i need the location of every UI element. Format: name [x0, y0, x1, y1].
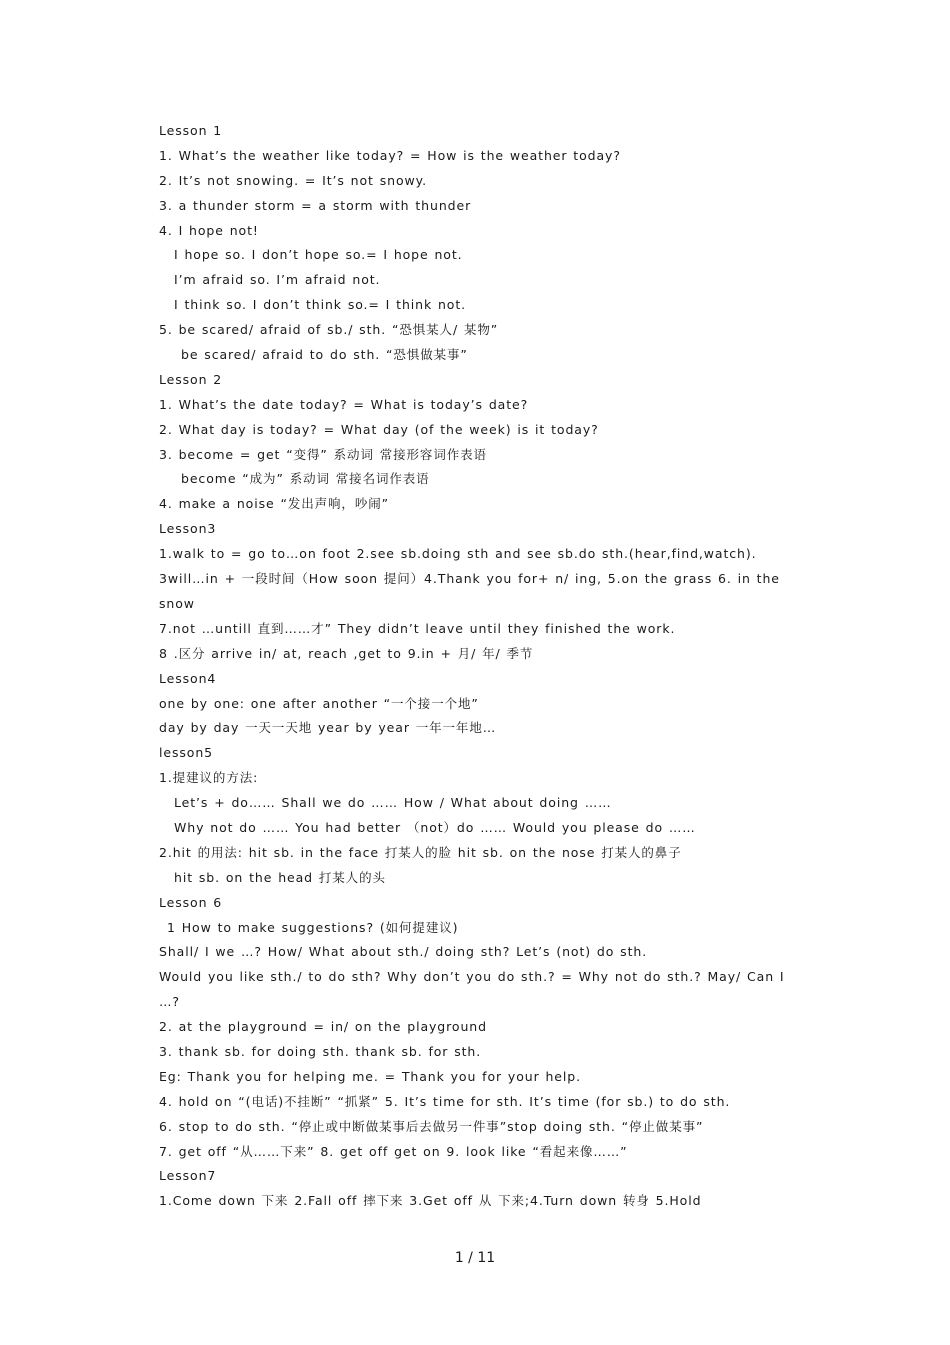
text-line: 2. at the playground = in/ on the playground [159, 1019, 487, 1035]
page-number: 1 / 11 [454, 1250, 496, 1266]
document-body [159, 119, 809, 1214]
text-line: 1.Come down 下来 2.Fall off 摔下来 3.Get off 从 下来;4.Turn down 转身 5.Hold [159, 1193, 702, 1209]
text-line: 3. thank sb. for doing sth. thank sb. for sth. [159, 1044, 482, 1060]
text-line: one by one: one after another “一个接一个地” [159, 695, 479, 711]
text-line: 1. What’s the date today? = What is today’s date? [159, 396, 529, 412]
text-line: 8 .区分 arrive in/ at, reach ,get to 9.in + 月/ 年/ 季节 [159, 645, 534, 661]
text-line: 1. What’s the weather like today? = How is the weather today? [159, 147, 621, 163]
text-line: 4. I hope not! [159, 222, 259, 238]
text-line: 2.hit 的用法: hit sb. in the face 打某人的脸 hit sb. on the nose 打某人的鼻子 [159, 844, 682, 860]
text-line: become “成为” 系动词 常接名词作表语 [181, 471, 430, 487]
text-line: 6. stop to do sth. “停止或中断做某事后去做另一件事”stop doing sth. “停止做某事” [159, 1118, 704, 1134]
text-line: 3. a thunder storm = a storm with thunder [159, 197, 472, 213]
text-line: I think so. I don’t think so.= I think not. [174, 297, 467, 313]
text-line: 1.walk to = go to…on foot 2.see sb.doing sth and see sb.do sth.(hear,find,watch). [159, 546, 757, 562]
lesson-6-heading: Lesson 6 [159, 894, 223, 910]
text-line: 3. become = get “变得” 系动词 常接形容词作表语 [159, 446, 487, 462]
text-line: Eg: Thank you for helping me. = Thank you for your help. [159, 1068, 581, 1084]
text-line: be scared/ afraid to do sth. “恐惧做某事” [181, 347, 468, 363]
text-line: I hope so. I don’t hope so.= I hope not. [174, 247, 463, 263]
text-line-wrapped: Would you like sth./ to do sth? Why don’t you do sth.? = Why not do sth.? May/ Can I …? [159, 969, 785, 1010]
text-line: Shall/ I we …? How/ What about sth./ doing sth? Let’s (not) do sth. [159, 944, 648, 960]
text-line: Why not do …… You had better （not）do …… Would you please do …… [174, 819, 696, 835]
lesson-1-heading: Lesson 1 [159, 123, 223, 138]
text-line: day by day 一天一天地 year by year 一年一年地… [159, 720, 497, 736]
text-line: 5. be scared/ afraid of sb./ sth. “恐惧某人/ 某物” [159, 322, 499, 338]
text-line: 7. get off “从……下来” 8. get off get on 9. look like “看起来像……” [159, 1143, 628, 1159]
lesson-7-heading: Lesson7 [159, 1168, 217, 1184]
text-line-wrapped: 3will…in + 一段时间（How soon 提问）4.Thank you for+ n/ ing, 5.on the grass 6. in the snow [159, 571, 780, 611]
text-line: 4. hold on “(电话)不挂断” “抓紧” 5. It’s time for sth. It’s time (for sb.) to do sth. [159, 1093, 731, 1109]
text-line: 7.not …untill 直到……才” They didn’t leave until they finished the work. [159, 620, 676, 636]
lesson-4-heading: Lesson4 [159, 670, 217, 686]
text-line: Let’s + do…… Shall we do …… How / What about doing …… [174, 795, 612, 811]
lesson-2-heading: Lesson 2 [159, 371, 223, 387]
text-line: hit sb. on the head 打某人的头 [174, 869, 386, 885]
text-line: I’m afraid so. I’m afraid not. [174, 272, 381, 288]
text-line: 1.提建议的方法: [159, 770, 259, 786]
text-line: 2. What day is today? = What day (of the week) is it today? [159, 421, 599, 437]
text-line: 1 How to make suggestions? (如何提建议) [167, 919, 459, 935]
lesson-3-heading: Lesson3 [159, 521, 217, 537]
text-line: 2. It’s not snowing. = It’s not snowy. [159, 172, 428, 188]
lesson-5-heading: lesson5 [159, 745, 214, 761]
text-line: 4. make a noise “发出声响，吵闹” [159, 496, 389, 512]
